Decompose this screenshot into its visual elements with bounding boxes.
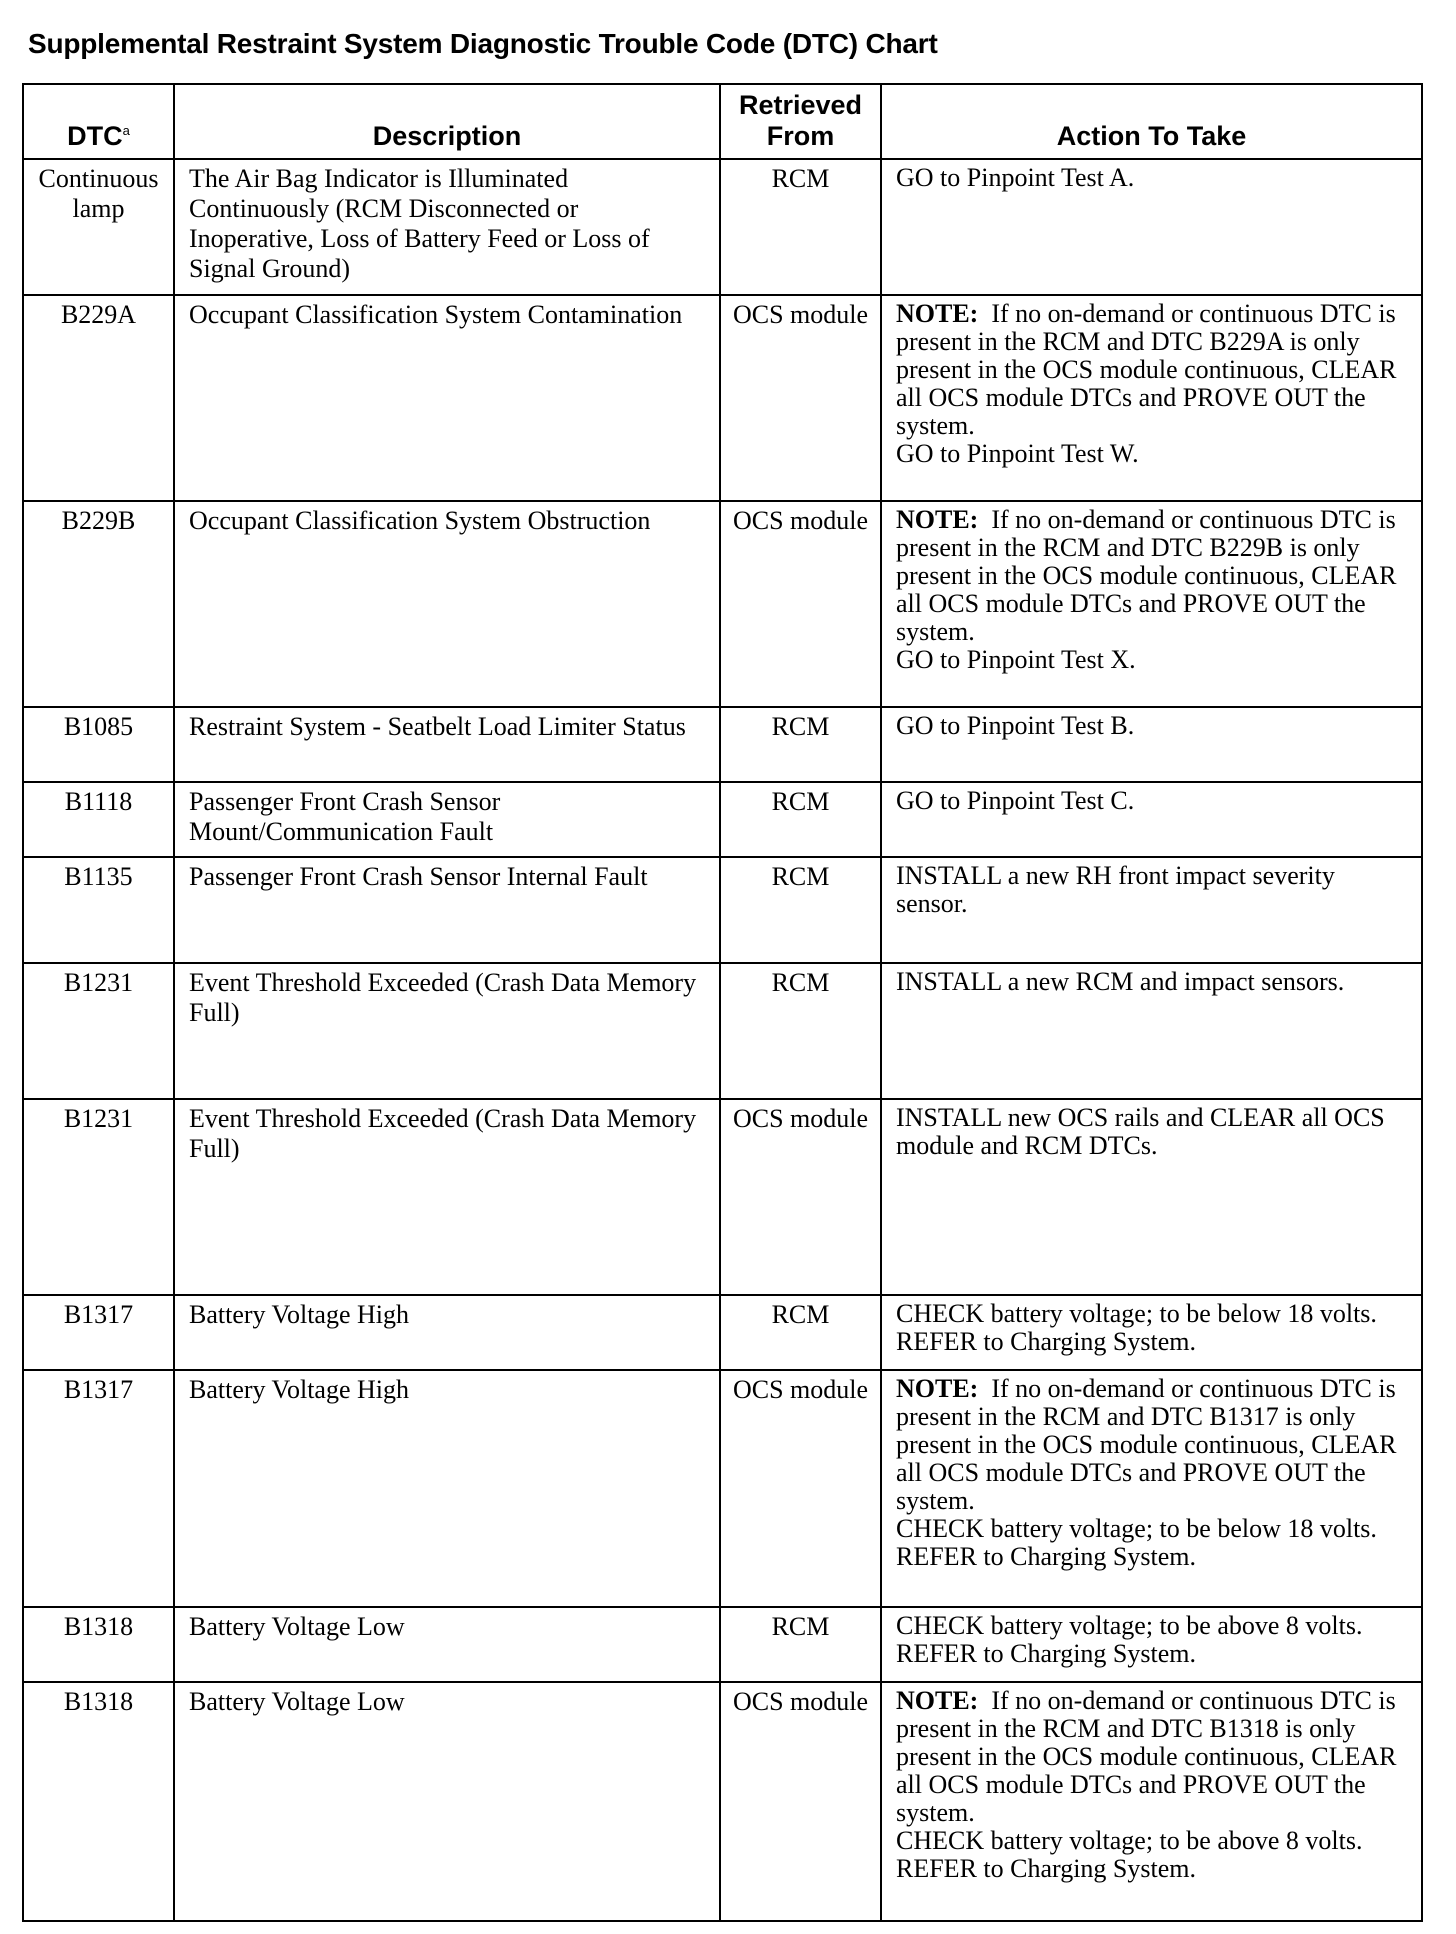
table-row	[23, 1370, 1422, 1607]
note-label: NOTE:	[896, 299, 979, 328]
dtc-cell: B1135	[23, 857, 174, 963]
note-label: NOTE:	[896, 1686, 979, 1715]
header-action: Action To Take	[881, 84, 1422, 159]
description-cell: Event Threshold Exceeded (Crash Data Memory Full)	[174, 963, 720, 1099]
dtc-cell: B229A	[23, 295, 174, 501]
note-text: If no on-demand or continuous DTC is present in the RCM and DTC B1318 is only present in the OCS module continuous, CLEAR all OCS module DTCs and PROVE OUT the system.	[896, 1686, 1397, 1827]
retrieved-from-cell: OCS module	[720, 1099, 881, 1295]
action-text: GO to Pinpoint Test W.	[896, 439, 1139, 468]
action-text: CHECK battery voltage; to be below 18 volts. REFER to Charging System.	[896, 1514, 1377, 1571]
description-cell: Battery Voltage Low	[174, 1607, 720, 1682]
dtc-cell: B1318	[23, 1682, 174, 1921]
action-text: GO to Pinpoint Test A.	[896, 163, 1135, 192]
table-row	[23, 295, 1422, 501]
action-text: CHECK battery voltage; to be above 8 volts. REFER to Charging System.	[896, 1611, 1363, 1668]
description-cell: Passenger Front Crash Sensor Mount/Communication Fault	[174, 782, 720, 857]
header-description: Description	[174, 84, 720, 159]
note-label: NOTE:	[896, 1374, 979, 1403]
action-cell	[881, 707, 1422, 782]
header-retrieved-line2: From	[766, 121, 835, 151]
table-row	[23, 857, 1422, 963]
retrieved-from-cell: RCM	[720, 782, 881, 857]
retrieved-from-cell: RCM	[720, 159, 881, 295]
description-cell: The Air Bag Indicator is Illuminated Continuously (RCM Disconnected or Inoperative, Loss of Battery Feed or Loss of Signal Ground)	[174, 159, 720, 295]
action-cell	[881, 1370, 1422, 1607]
action-cell	[881, 1682, 1422, 1921]
header-dtc-footnote: a	[122, 123, 130, 138]
action-text: INSTALL new OCS rails and CLEAR all OCS module and RCM DTCs.	[896, 1103, 1385, 1160]
action-note	[896, 1375, 1411, 1515]
header-row	[23, 84, 1422, 159]
description-cell: Battery Voltage High	[174, 1295, 720, 1370]
header-dtc-label: DTC	[67, 121, 123, 151]
table-row	[23, 1099, 1422, 1295]
description-cell: Battery Voltage High	[174, 1370, 720, 1607]
description-cell: Restraint System - Seatbelt Load Limiter Status	[174, 707, 720, 782]
retrieved-from-cell: OCS module	[720, 501, 881, 707]
note-text: If no on-demand or continuous DTC is present in the RCM and DTC B229B is only present in the OCS module continuous, CLEAR all OCS module DTCs and PROVE OUT the system.	[896, 505, 1397, 646]
action-text: GO to Pinpoint Test X.	[896, 645, 1136, 674]
note-text: If no on-demand or continuous DTC is present in the RCM and DTC B229A is only present in the OCS module continuous, CLEAR all OCS module DTCs and PROVE OUT the system.	[896, 299, 1397, 440]
action-text: CHECK battery voltage; to be below 18 volts. REFER to Charging System.	[896, 1299, 1377, 1356]
dtc-cell: B1085	[23, 707, 174, 782]
action-text: INSTALL a new RH front impact severity sensor.	[896, 861, 1335, 918]
action-text: GO to Pinpoint Test B.	[896, 711, 1135, 740]
dtc-cell: B1231	[23, 963, 174, 1099]
dtc-cell: B229B	[23, 501, 174, 707]
table-row	[23, 1295, 1422, 1370]
retrieved-from-cell: RCM	[720, 1295, 881, 1370]
retrieved-from-cell: RCM	[720, 857, 881, 963]
header-dtc	[23, 84, 174, 159]
dtc-cell: B1317	[23, 1295, 174, 1370]
note-label: NOTE:	[896, 505, 979, 534]
header-retrieved-from	[720, 84, 881, 159]
description-cell: Occupant Classification System Obstruction	[174, 501, 720, 707]
table-row	[23, 1607, 1422, 1682]
dtc-cell: B1317	[23, 1370, 174, 1607]
action-cell	[881, 295, 1422, 501]
action-cell	[881, 501, 1422, 707]
description-cell: Passenger Front Crash Sensor Internal Fault	[174, 857, 720, 963]
dtc-cell: Continuous lamp	[23, 159, 174, 295]
note-text: If no on-demand or continuous DTC is present in the RCM and DTC B1317 is only present in the OCS module continuous, CLEAR all OCS module DTCs and PROVE OUT the system.	[896, 1374, 1397, 1515]
table-row	[23, 707, 1422, 782]
action-note	[896, 300, 1411, 440]
description-cell: Occupant Classification System Contamination	[174, 295, 720, 501]
page-title: Supplemental Restraint System Diagnostic Trouble Code (DTC) Chart	[28, 28, 938, 59]
action-cell	[881, 782, 1422, 857]
retrieved-from-cell: OCS module	[720, 295, 881, 501]
table-row	[23, 963, 1422, 1099]
retrieved-from-cell: OCS module	[720, 1682, 881, 1921]
table-row	[23, 159, 1422, 295]
action-cell	[881, 1607, 1422, 1682]
dtc-cell: B1118	[23, 782, 174, 857]
action-cell	[881, 963, 1422, 1099]
header-retrieved-line1: Retrieved	[738, 90, 863, 120]
dtc-cell: B1318	[23, 1607, 174, 1682]
action-cell	[881, 1099, 1422, 1295]
table-row	[23, 1682, 1422, 1921]
description-cell: Battery Voltage Low	[174, 1682, 720, 1921]
retrieved-from-cell: RCM	[720, 1607, 881, 1682]
action-note	[896, 506, 1411, 646]
action-cell	[881, 159, 1422, 295]
dtc-chart-table	[22, 83, 1423, 1922]
retrieved-from-cell: RCM	[720, 963, 881, 1099]
table-row	[23, 782, 1422, 857]
action-text: INSTALL a new RCM and impact sensors.	[896, 967, 1345, 996]
action-note	[896, 1687, 1411, 1827]
retrieved-from-cell: OCS module	[720, 1370, 881, 1607]
retrieved-from-cell: RCM	[720, 707, 881, 782]
dtc-cell: B1231	[23, 1099, 174, 1295]
action-cell	[881, 857, 1422, 963]
action-cell	[881, 1295, 1422, 1370]
action-text: CHECK battery voltage; to be above 8 volts. REFER to Charging System.	[896, 1826, 1363, 1883]
action-text: GO to Pinpoint Test C.	[896, 786, 1135, 815]
table-row	[23, 501, 1422, 707]
description-cell: Event Threshold Exceeded (Crash Data Memory Full)	[174, 1099, 720, 1295]
